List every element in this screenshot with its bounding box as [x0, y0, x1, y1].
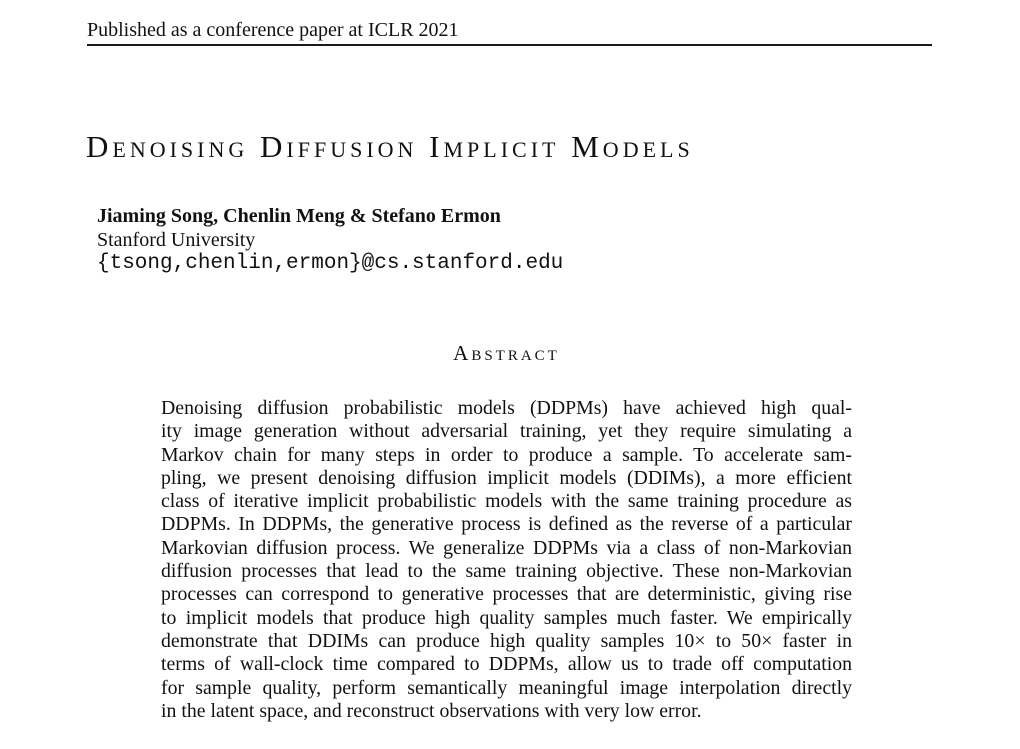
- abstract-line: pling, we present denoising diffusion implicit models (DDIMs), a more efficient: [161, 466, 852, 489]
- abstract-line: Markov chain for many steps in order to produce a sample. To accelerate sam-: [161, 443, 852, 466]
- abstract-line: class of iterative implicit probabilistic models with the same training procedure as: [161, 490, 852, 513]
- abstract-line: in the latent space, and reconstruct observations with very low error.: [161, 699, 702, 722]
- abstract-line: demonstrate that DDIMs can produce high quality samples 10× to 50× faster in: [161, 629, 852, 652]
- author-block: [97, 204, 563, 276]
- abstract-body: [161, 397, 852, 723]
- paper-title: Denoising Diffusion Implicit Models: [86, 129, 694, 164]
- abstract-line: terms of wall-clock time compared to DDPMs, allow us to trade off computation: [161, 653, 852, 676]
- abstract-line: processes can correspond to generative processes that are deterministic, giving rise: [161, 583, 852, 606]
- author-affiliation: Stanford University: [97, 229, 256, 251]
- header-rule: [87, 44, 932, 46]
- author-names: Jiaming Song, Chenlin Meng & Stefano Ermon: [97, 205, 501, 227]
- abstract-line: for sample quality, perform semantically meaningful image interpolation directly: [161, 676, 852, 699]
- abstract-line: DDPMs. In DDPMs, the generative process is defined as the reverse of a particular: [161, 513, 852, 536]
- abstract-heading: Abstract: [453, 341, 560, 365]
- conference-header-note: Published as a conference paper at ICLR 2021: [87, 19, 459, 41]
- author-email: {tsong,chenlin,ermon}@cs.stanford.edu: [97, 252, 564, 275]
- abstract-line: diffusion processes that lead to the same training objective. These non-Markovian: [161, 560, 852, 583]
- abstract-line: Denoising diffusion probabilistic models (DDPMs) have achieved high qual-: [161, 397, 852, 419]
- abstract-line: to implicit models that produce high quality samples much faster. We empirically: [161, 606, 852, 629]
- abstract-line: ity image generation without adversarial training, yet they require simulating a: [161, 420, 852, 443]
- abstract-line: Markovian diffusion process. We generalize DDPMs via a class of non-Markovian: [161, 536, 852, 559]
